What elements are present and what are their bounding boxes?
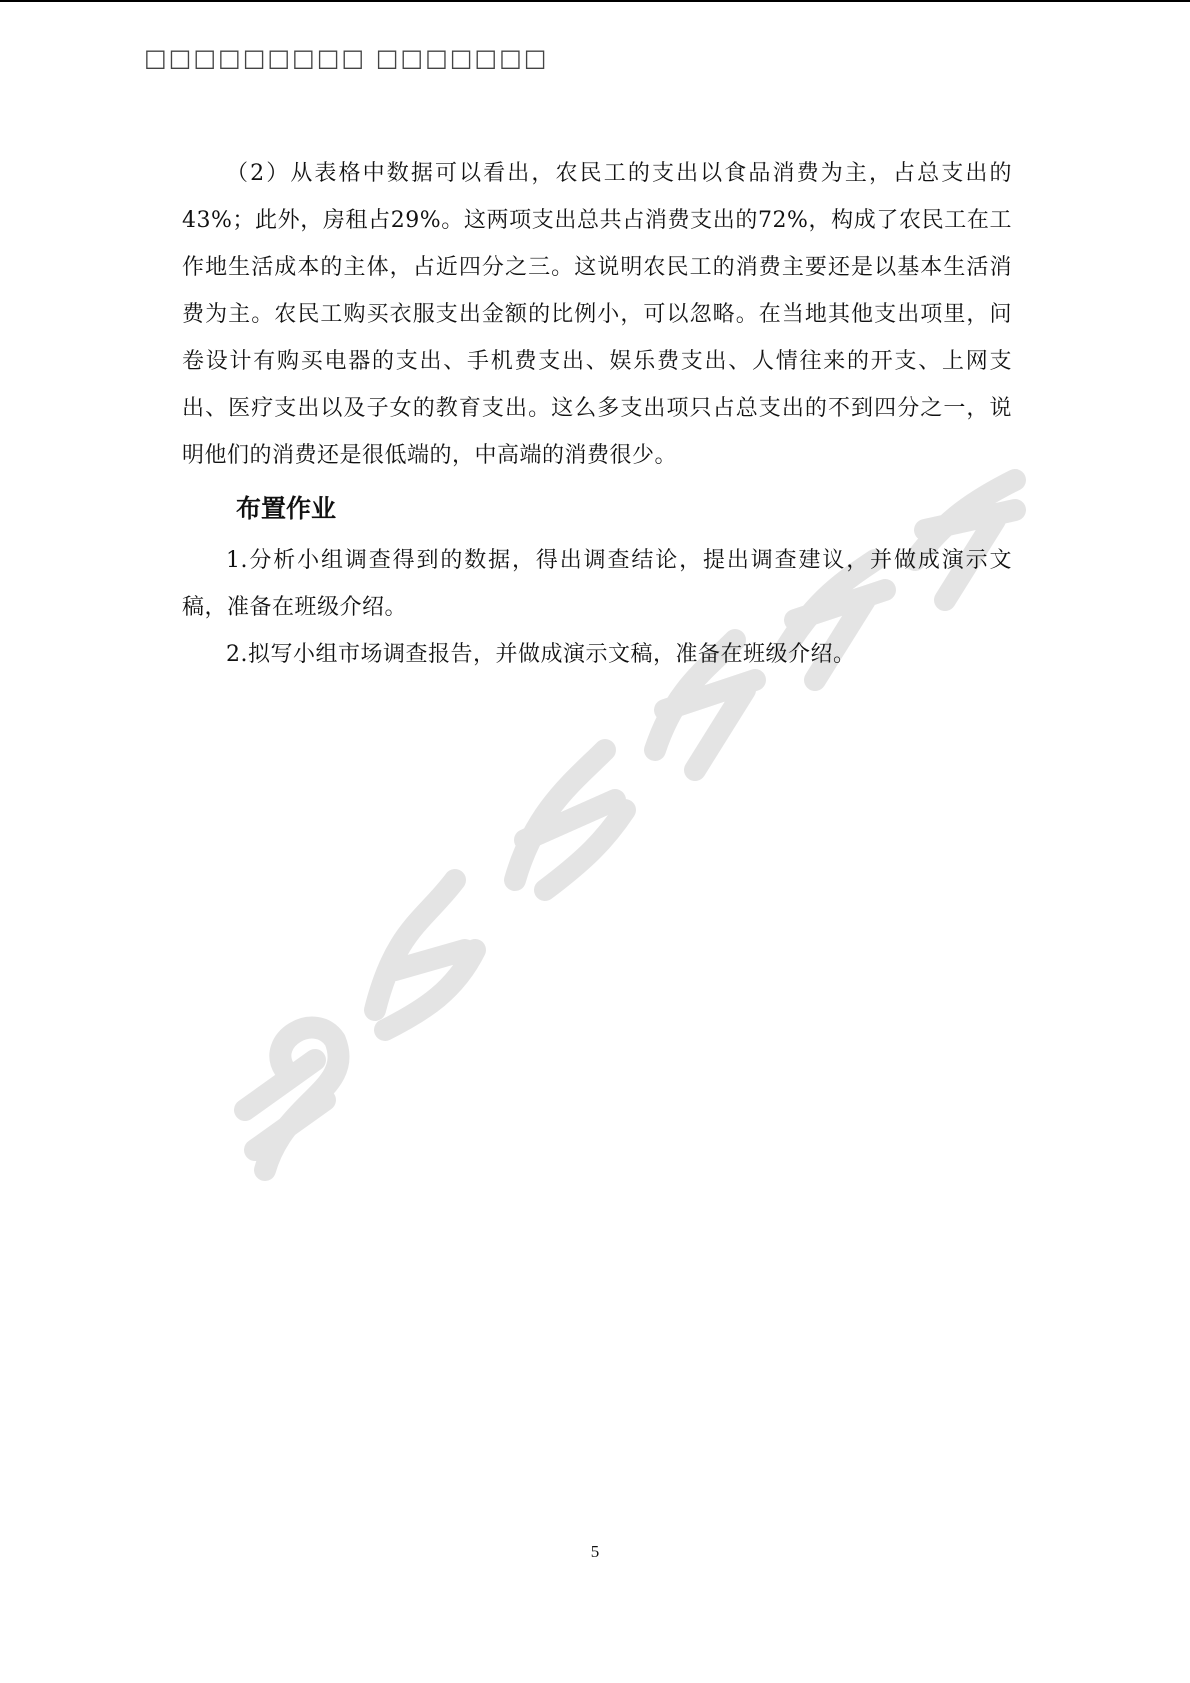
main-content xyxy=(182,150,1012,678)
running-header: □□□□□□□□□ □□□□□□□ xyxy=(144,44,549,72)
page-number: 5 xyxy=(590,1542,600,1561)
section-heading: 布置作业 xyxy=(236,494,337,523)
analysis-paragraph: （2）从表格中数据可以看出，农民工的支出以食品消费为主，占总支出的43%；此外，房租占29%。这两项支出总共占消费支出的72%，构成了农民工在工作地生活成本的主体，占近四分之三。这说明农民工的消费主要还是以基本生活消费为主。农民工购买衣服支出金额的比例小，可以忽略。在当地其他支出项里，问卷设计有购买电器的支出、手机费支出、娱乐费支出、人情往来的开支、上网支出、医疗支出以及子女的教育支出。这么多支出项只占总支出的不到四分之一，说明他们的消费还是很低端的，中高端的消费很少。 xyxy=(182,161,1012,468)
top-border-line xyxy=(0,0,1190,2)
assignment-item-2: 2.拟写小组市场调查报告，并做成演示文稿，准备在班级介绍。 xyxy=(226,642,856,667)
assignment-item-1: 1.分析小组调查得到的数据，得出调查结论，提出调查建议，并做成演示文稿，准备在班级介绍。 xyxy=(182,548,1012,620)
